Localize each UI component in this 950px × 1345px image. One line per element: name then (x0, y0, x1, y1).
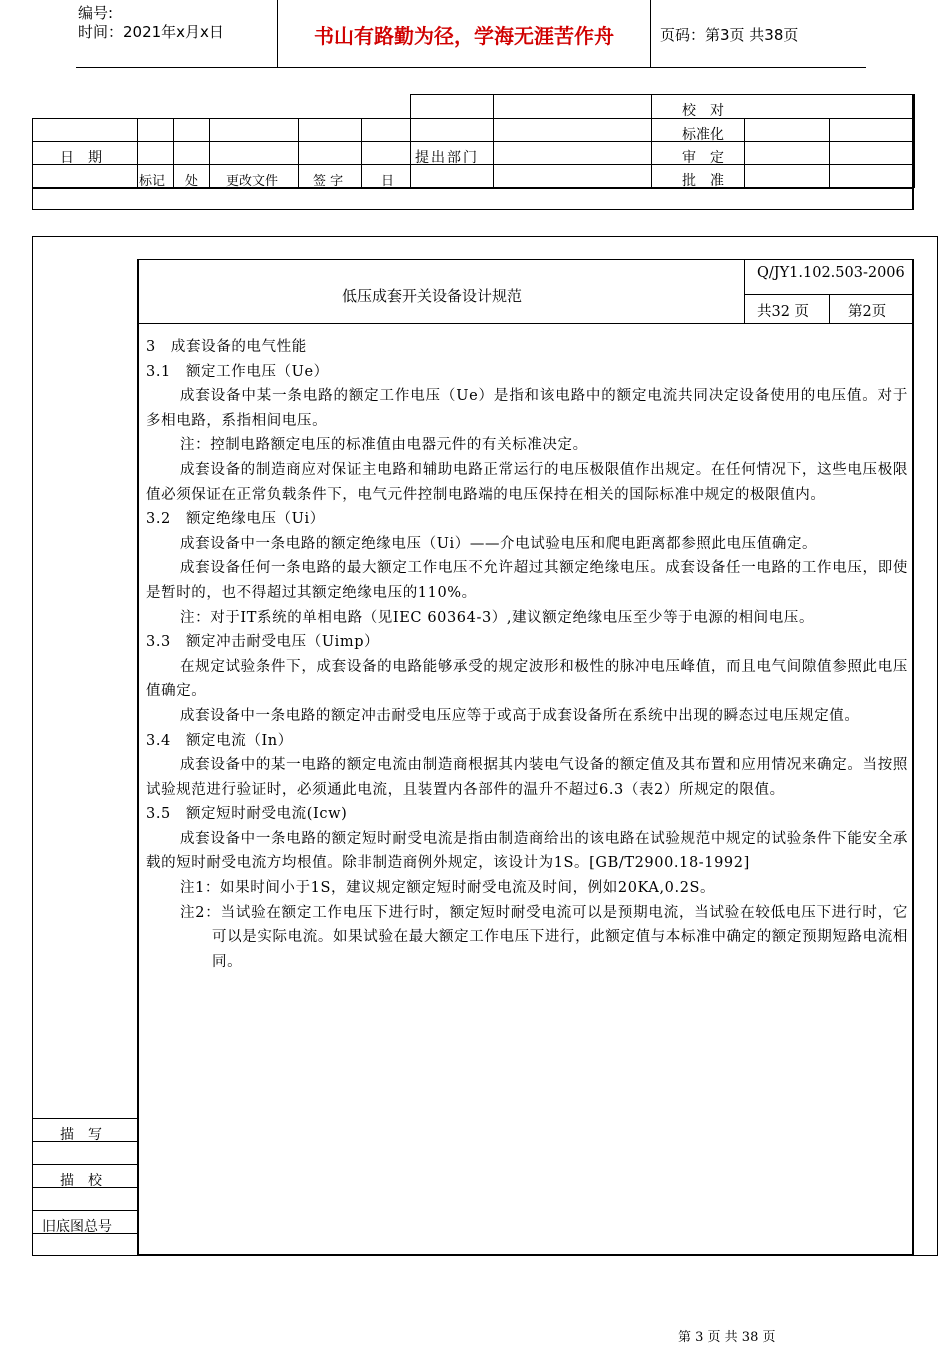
paragraph: 成套设备中某一条电路的额定工作电压（Ue）是指和该电路中的额定电流共同决定设备使用的电压值。对于多相电路，系指相间电压。 (146, 388, 908, 429)
section-3-5-title: 3.5 额定短时耐受电流(Icw) (146, 806, 348, 823)
page-code: 页码：第3页 共38页 (660, 26, 799, 44)
side-label-draw: 描 写 (60, 1127, 102, 1143)
paragraph: 在规定试验条件下，成套设备的电路能够承受的规定波形和极性的脉冲电压峰值，而且电气间隙值参照此电压值确定。 (146, 658, 908, 700)
header-divider (650, 0, 651, 67)
dept-label: 提出部门 (415, 150, 479, 166)
col-label-place: 处 (185, 174, 199, 189)
section-heading: 3 成套设备的电气性能 (146, 339, 307, 355)
paragraph: 成套设备任何一条电路的最大额定工作电压不允许超过其额定绝缘电压。成套设备任一电路的工作电压，即使是暂时的，也不得超过其额定绝缘电压的110%。 (146, 560, 908, 601)
col-label-sign: 签 字 (313, 174, 344, 189)
col-label-day: 日 (381, 174, 395, 189)
paragraph: 成套设备中的某一电路的额定电流由制造商根据其内装电气设备的额定值及其布置和应用情况来确定。当按照试验规范进行验证时，必须通此电流，且装置内各部件的温升不超过6.3（表2）所规定的限值。 (146, 757, 908, 798)
document-code: Q/JY1.102.503-2006 (757, 265, 905, 281)
paragraph: 成套设备中一条电路的额定冲击耐受电压应等于或高于成套设备所在系统中出现的瞬态过电压规定值。 (180, 707, 860, 724)
col-label-mark: 标记 (139, 174, 166, 189)
sign-label-standard: 标准化 (682, 127, 724, 143)
side-label-check: 描 校 (60, 1173, 102, 1189)
side-label-old-drawing: 旧底图总号 (42, 1219, 112, 1235)
note: 注2：当试验在额定工作电压下进行时，额定短时耐受电流可以是预期电流，当试验在较低电压下进行时，它可以是实际电流。如果试验在最大额定工作电压下进行，此额定值与本标准中确定的额定预期短路电流相同。 (180, 904, 908, 970)
note: 注：对于IT系统的单相电路（见IEC 60364-3）,建议额定绝缘电压至少等于电源的相间电压。 (180, 609, 815, 626)
paragraph: 成套设备中一条电路的额定绝缘电压（Ui）——介电试验电压和爬电距离都参照此电压值确定。 (180, 535, 818, 552)
page-header-left (78, 4, 224, 42)
time-label: 时间：2021年x月x日 (78, 23, 224, 41)
section-3-4-title: 3.4 额定电流（In） (146, 732, 293, 749)
note: 注1：如果时间小于1S，建议规定额定短时耐受电流及时间，例如20KA,0.2S。 (180, 880, 716, 897)
sign-label-review: 审 定 (682, 150, 724, 166)
document-title: 低压成套开关设备设计规范 (342, 287, 523, 305)
paragraph: 成套设备中一条电路的额定短时耐受电流是指由制造商给出的该电路在试验规范中规定的试验条件下能安全承载的短时耐受电流方均根值。除非制造商例外规定，该设计为1S。[GB/T2900.18-1992] (146, 830, 908, 872)
document-total-pages: 共32 页 (757, 304, 810, 320)
document-page: 第2页 (848, 304, 887, 320)
document-content (146, 335, 908, 974)
section-3-2-title: 3.2 额定绝缘电压（Ui） (146, 511, 325, 528)
section-3-1-title: 3.1 额定工作电压（Ue） (146, 363, 329, 380)
section-3-3-title: 3.3 额定冲击耐受电压（Uimp） (146, 634, 380, 651)
note: 注：控制电路额定电压的标准值由电器元件的有关标准决定。 (180, 437, 588, 454)
sign-label-approve: 批 准 (682, 173, 724, 189)
header-rule (76, 67, 866, 68)
date-label: 日 期 (60, 150, 102, 166)
col-label-file: 更改文件 (226, 174, 279, 189)
sign-label-proofread: 校 对 (682, 103, 724, 119)
motto: 书山有路勤为径，学海无涯苦作舟 (314, 23, 614, 48)
page-footer: 第 3 页 共 38 页 (678, 1330, 776, 1345)
paragraph: 成套设备的制造商应对保证主电路和辅助电路正常运行的电压极限值作出规定。在任何情况下，这些电压极限值必须保证在正常负载条件下，电气元件控制电路端的电压保持在相关的国际标准中规定的极限值内。 (146, 461, 908, 503)
number-label: 编号: (78, 4, 114, 22)
